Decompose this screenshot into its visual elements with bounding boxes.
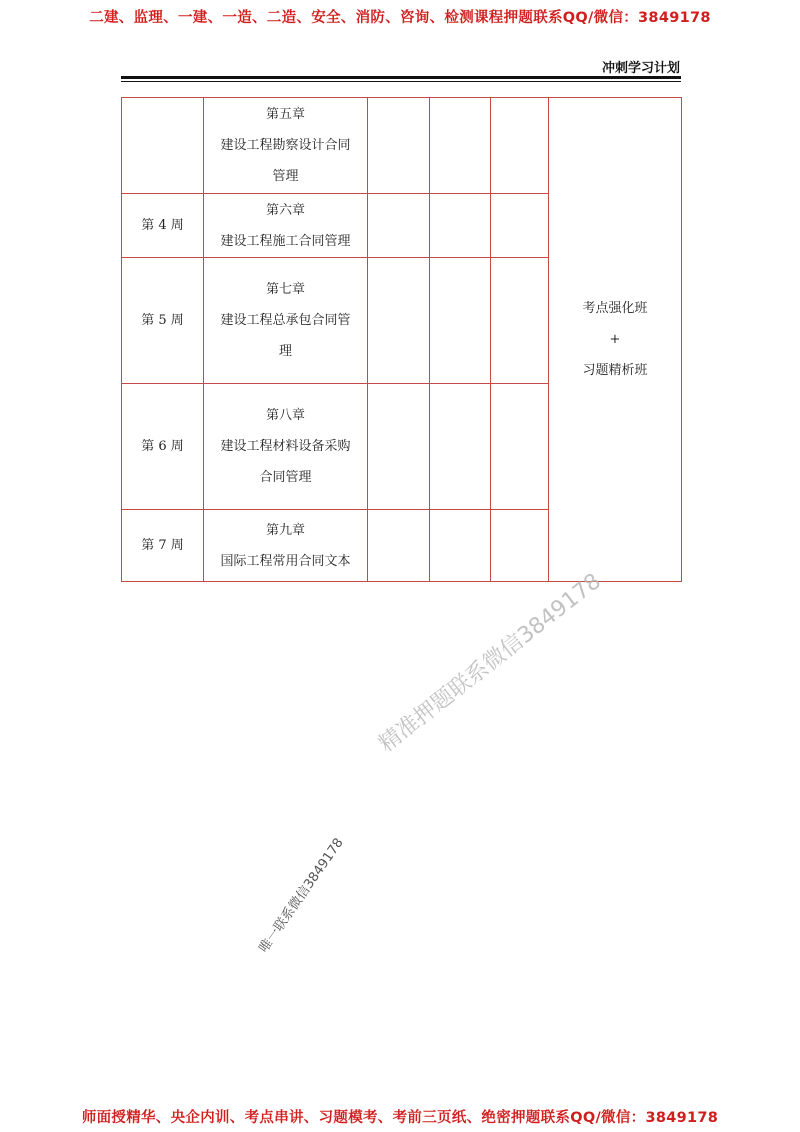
chapter-line: 第八章 (265, 408, 305, 423)
study-plan-table (121, 97, 682, 582)
week-cell: 第 5 周 (122, 258, 204, 384)
header-rule-thick (121, 76, 681, 79)
summary-line: 考点强化班 (582, 301, 648, 316)
chapter-line: 建设工程材料设备采购 (220, 439, 351, 454)
week-cell (122, 98, 204, 194)
empty-cell (491, 258, 549, 384)
chapter-line: 第七章 (265, 282, 305, 297)
week-cell: 第 4 周 (122, 194, 204, 258)
empty-cell (368, 194, 430, 258)
chapter-line: 管理 (272, 169, 299, 184)
course-summary-cell (549, 98, 682, 582)
empty-cell (430, 384, 491, 510)
table-row (122, 98, 682, 194)
empty-cell (430, 510, 491, 582)
chapter-line: 建设工程施工合同管理 (220, 233, 351, 249)
empty-cell (430, 194, 491, 258)
chapter-line: 建设工程勘察设计合同 (220, 138, 351, 153)
chapter-line: 第五章 (265, 107, 305, 122)
chapter-line: 第九章 (265, 522, 305, 538)
empty-cell (430, 98, 491, 194)
empty-cell (368, 384, 430, 510)
empty-cell (368, 510, 430, 582)
chapter-cell (204, 510, 368, 582)
chapter-line: 理 (278, 344, 292, 359)
empty-cell (368, 98, 430, 194)
chapter-cell (204, 194, 368, 258)
top-banner: 二建、监理、一建、一造、二造、安全、消防、咨询、检测课程押题联系QQ/微信：3849178 (89, 10, 711, 26)
chapter-line: 国际工程常用合同文本 (220, 553, 351, 569)
week-cell: 第 6 周 (122, 384, 204, 510)
empty-cell (491, 98, 549, 194)
empty-cell (491, 384, 549, 510)
chapter-line: 第六章 (265, 202, 305, 218)
summary-line: + (609, 332, 621, 347)
header-title: 冲刺学习计划 (601, 61, 680, 76)
header-rule-thin (121, 81, 681, 82)
bottom-banner: 师面授精华、央企内训、考点串讲、习题模考、考前三页纸、绝密押题联系QQ/微信：3849178 (81, 1110, 719, 1126)
empty-cell (491, 510, 549, 582)
chapter-cell (204, 258, 368, 384)
summary-line: 习题精析班 (582, 363, 648, 378)
empty-cell (368, 258, 430, 384)
watermark-small: 唯一联系微信3849178 (256, 835, 347, 956)
watermark-large: 精准押题联系微信3849178 (374, 568, 606, 758)
chapter-cell (204, 384, 368, 510)
chapter-cell (204, 98, 368, 194)
chapter-line: 合同管理 (259, 470, 312, 485)
empty-cell (430, 258, 491, 384)
chapter-line: 建设工程总承包合同管 (220, 313, 351, 328)
week-cell: 第 7 周 (122, 510, 204, 582)
empty-cell (491, 194, 549, 258)
